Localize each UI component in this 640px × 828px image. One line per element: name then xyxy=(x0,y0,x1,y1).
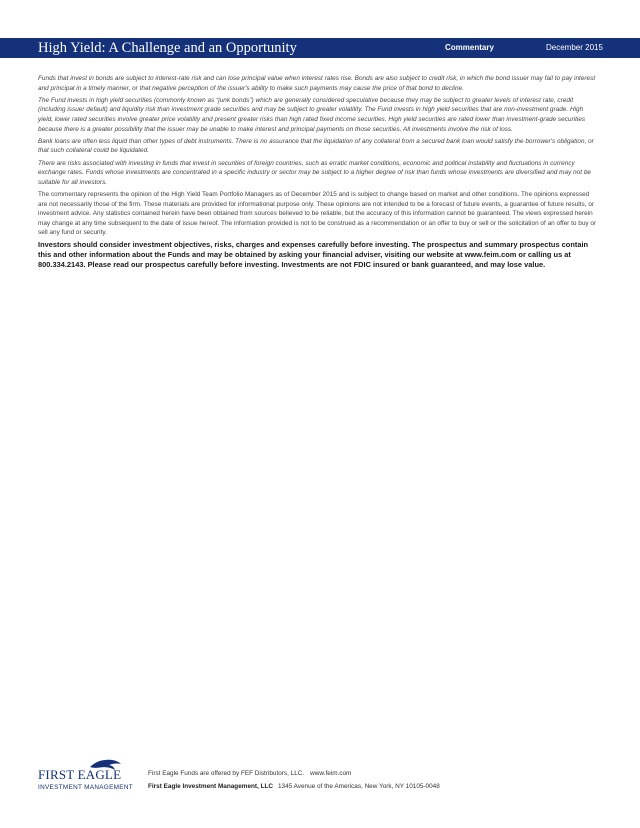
prospectus-notice-paragraph: Investors should consider investment objectives, risks, charges and expenses carefully before investing. The prospectus and summary prospectus contain this and other information about the Funds and may be obtained by asking your financial adviser, visiting our website at www.feim.com or calling us at 800.334.2143. Please read our prospectus carefully before investing. Investments are not FDIC insured or bank guaranteed, and may lose value. xyxy=(38,240,589,270)
company-line xyxy=(148,783,440,791)
logo-subtitle: INVESTMENT MANAGEMENT xyxy=(38,784,133,791)
disclosure-text xyxy=(38,74,600,273)
page-title: High Yield: A Challenge and an Opportunity xyxy=(38,40,297,56)
foreign-risk-paragraph: There are risks associated with investing in funds that invest in securities of foreign countries, such as erratic market conditions, economic and political instability and fluctuations in currency exchange rates. Funds whose investments are concentrated in a specific industry or sector may be subject to a higher degree of risk than funds whose investments are diversified and may not be suitable for all investors. xyxy=(38,159,591,186)
high-yield-risk-paragraph: The Fund invests in high yield securities (commonly known as “junk bonds”) which are generally considered speculative because they may be subject to greater levels of interest rate, credit (including issuer default) and liquidity risk than investment grade securities and may be subject to greater volatility. The Fund invests in high yield securities that are non-investment grade. High yield, lower rated securities involve greater price volatility and present greater risks than high rated fixed income securities. High yield securities are rated lower than investment-grade securities because there is a greater possibility that the issuer may be unable to make interest and principal payments on those securities. All investments involve the risk of loss. xyxy=(38,96,586,133)
bank-loan-paragraph: Bank loans are often less liquid than other types of debt instruments. There is no assurance that the liquidation of any collateral from a secured bank loan would satisfy the borrower's obligation, or that such collateral could be liquidated. xyxy=(38,137,594,155)
website-link[interactable]: www.feim.com xyxy=(310,770,352,777)
header-bar xyxy=(0,38,640,58)
first-eagle-logo xyxy=(38,758,138,794)
logo-name: FIRST EAGLE xyxy=(38,767,122,782)
company-address: 1345 Avenue of the Americas, New York, NY 10105-0048 xyxy=(278,783,440,790)
opinion-disclaimer-paragraph: The commentary represents the opinion of the High Yield Team Portfolio Managers as of December 2015 and is subject to change based on market and other conditions. The opinions expressed are not necessarily those of the firm. These materials are provided for informational purpose only. These opinions are not intended to be a forecast of future events, a guarantee of future results, or investment advice. Any statistics contained herein have been obtained from sources believed to be reliable, but the accuracy of this information cannot be guaranteed. The views expressed herein may change at any time subsequent to the date of issue hereof. The information provided is not to be construed as a recommendation or an offer to buy or sell or the solicitation of an offer to buy or sell any fund or security. xyxy=(38,190,597,237)
issue-date: December 2015 xyxy=(546,43,603,52)
distributor-text: First Eagle Funds are offered by FEF Distributors, LLC. xyxy=(148,770,305,777)
section-label: Commentary xyxy=(445,43,494,52)
distributor-line xyxy=(148,770,351,778)
footer xyxy=(38,758,618,798)
bond-risk-paragraph: Funds that invest in bonds are subject to interest-rate risk and can lose principal value when interest rates rise. Bonds are also subject to credit risk, in which the bond issuer may fail to pay interest and principal in a timely manner, or that negative perception of the issuer's ability to make such payments may cause the price of that bond to decline. xyxy=(38,75,596,92)
company-name: First Eagle Investment Management, LLC xyxy=(148,783,273,790)
